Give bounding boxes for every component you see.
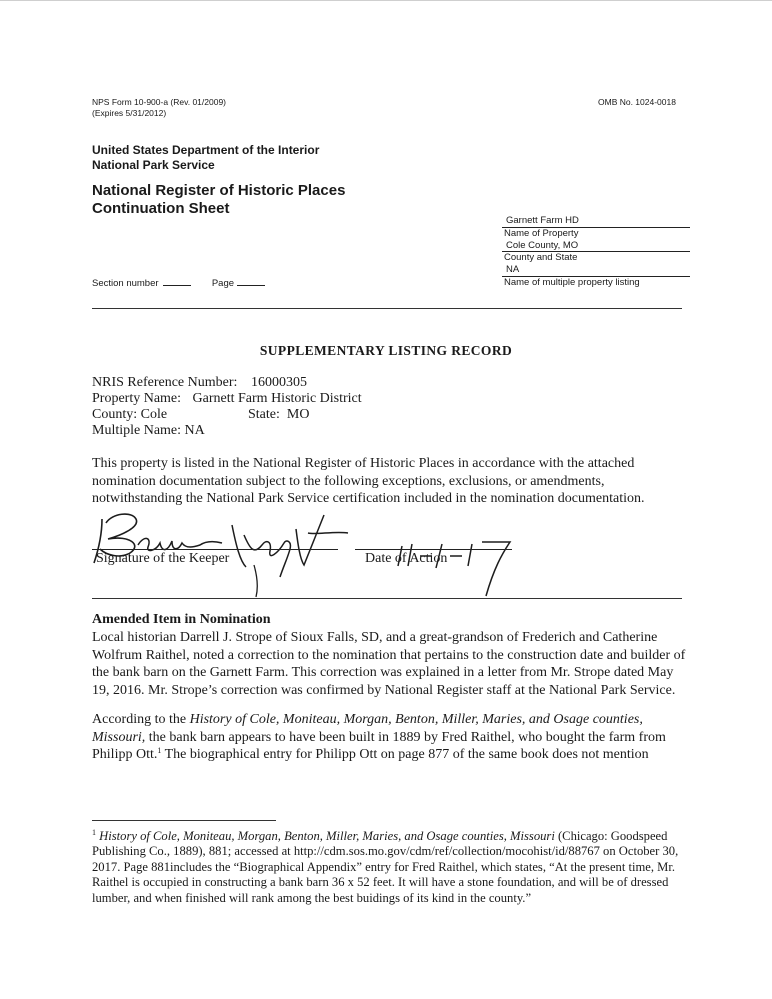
listing-statement: This property is listed in the National Register of Historic Places in accordance with the attached nomination documentation subject to the following exceptions, exclusions, or amendments, notwithstanding the National Park Service certification included in the nomination documentation. xyxy=(92,456,645,506)
scan-top-edge xyxy=(0,0,772,1)
p2-mid: the bank barn appears to have been built in 1889 by Fred Raithel, who bought the farm from Philipp Ott. xyxy=(92,729,666,763)
multiple-listing-label: Name of multiple property listing xyxy=(504,276,640,288)
record-heading: SUPPLEMENTARY LISTING RECORD xyxy=(259,343,513,358)
omb-number: OMB No. 1024-0018 xyxy=(598,97,676,107)
nris-row xyxy=(92,375,362,391)
listing-details xyxy=(92,375,362,439)
page-number-blank xyxy=(237,276,265,286)
agency-name: National Park Service xyxy=(92,158,215,172)
property-name-label: Name of Property xyxy=(504,227,579,239)
state-value: MO xyxy=(286,407,310,422)
section-number-blank xyxy=(163,276,191,286)
nris-label: NRIS Reference Number: xyxy=(92,375,238,390)
property-name-field-label: Property Name: xyxy=(92,391,182,406)
title-line-2: Continuation Sheet xyxy=(92,200,230,217)
p2-tail: The biographical entry for Philipp Ott on page 877 of the same book does not mention xyxy=(161,747,649,763)
multiple-listing-value: NA xyxy=(502,264,690,277)
county-state-row xyxy=(92,407,362,423)
date-line xyxy=(355,549,512,550)
county-field: County: Cole xyxy=(92,407,168,422)
header-divider xyxy=(92,308,682,309)
nris-value: 16000305 xyxy=(251,375,307,390)
footnote-reference: 1 xyxy=(157,746,162,756)
property-name-field-value: Garnett Farm Historic District xyxy=(192,391,362,406)
date-of-action-label: Date of Action xyxy=(365,551,448,566)
property-name-row xyxy=(92,391,362,407)
state-label: State: xyxy=(248,407,280,422)
state-field xyxy=(248,407,309,423)
agency-header xyxy=(92,143,319,173)
property-name-value: Garnett Farm HD xyxy=(502,215,690,228)
footnote-book-title: History of Cole, Moniteau, Morgan, Benton, Miller, Maries, and Osage counties, Missouri xyxy=(96,829,555,843)
signature-line xyxy=(92,549,338,550)
page-title xyxy=(92,182,345,218)
page-label: Page xyxy=(211,278,235,289)
department-name: United States Department of the Interior xyxy=(92,143,320,157)
amended-paragraph-1: Local historian Darrell J. Strope of Sioux Falls, SD, and a great-grandson of Frederich and Catherine Wolfrum Raithel, noted a correction to the nomination that pertains to the construction date and builder of the bank barn on the Garnett Farm. This correction was explained in a letter from Mr. Strope dated May 19, 2016. Mr. Strope’s correction was confirmed by National Register staff at the National Park Service. xyxy=(92,630,686,698)
p2-lead: According to the xyxy=(92,712,190,727)
signature-divider xyxy=(92,598,682,599)
title-line-1: National Register of Historic Places xyxy=(92,182,346,199)
form-number-line: NPS Form 10-900-a (Rev. 01/2009) xyxy=(92,97,227,107)
section-page-fields xyxy=(92,276,265,289)
section-number-label: Section number xyxy=(92,278,159,289)
amended-heading: Amended Item in Nomination xyxy=(92,612,271,627)
footnote-text: (Chicago: Goodspeed Publishing Co., 1889), 881; accessed at http://cdm.sos.mo.gov/cdm/ref/collection/mocohist/id/88767 on October 30, 2017. Page 881includes the “Biographical Appendix” entry for Fred Raithel, which states, “At the present time, Mr. Raithel is occupied in constructing a bank barn 36 x 52 feet. It will have a stone foundation, and will be of dressed lumber, and when finished will rank among the best buidings of its kind in the county.” xyxy=(92,829,679,905)
county-state-label: County and State xyxy=(504,252,578,264)
footnote xyxy=(92,829,692,906)
county-state-value: Cole County, MO xyxy=(502,240,690,253)
form-number xyxy=(92,97,226,119)
expiration-line: (Expires 5/31/2012) xyxy=(92,108,167,118)
property-info-block xyxy=(502,215,690,289)
amended-paragraph-2 xyxy=(92,711,692,764)
footnote-number: 1 xyxy=(92,828,96,837)
multiple-name-row: Multiple Name: NA xyxy=(92,423,205,438)
p2-book-title: History of Cole, Moniteau, Morgan, Benton, Miller, Maries, and Osage counties, Missouri, xyxy=(92,712,643,745)
footnote-divider xyxy=(92,820,276,821)
keeper-signature-label: Signature of the Keeper xyxy=(96,551,230,566)
